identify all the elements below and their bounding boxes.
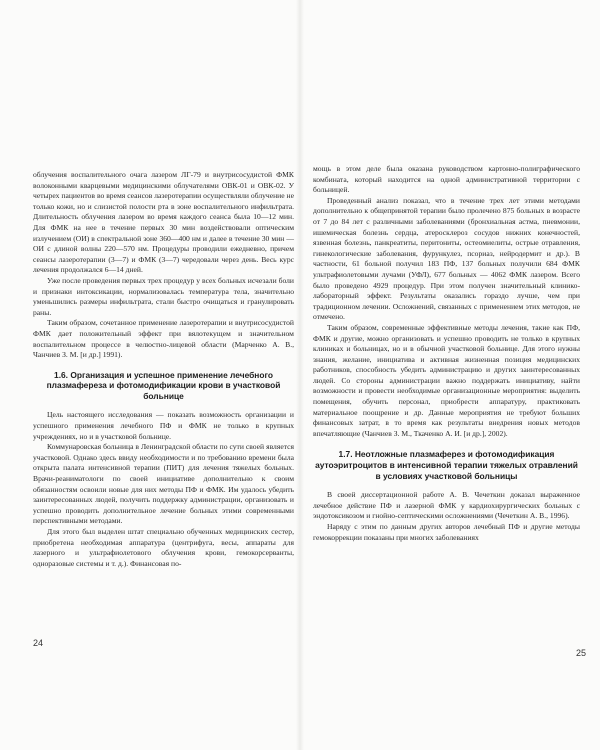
left-paragraph-6: Для этого был выделен штат специально обученных медицинских сестер, приобретена необходимая аппаратура (центрифуга, весы, аппараты для лазерного и ультрафиолетового облучения крови, гемокорсерванты, одноразовые системы и т. д.). Финансовая по- xyxy=(33,527,294,568)
section-heading-1-6: 1.6. Организация и успешное применение лечебного плазмафереза и фотомодификации крови в участковой больнице xyxy=(46,369,281,401)
section-heading-1-7: 1.7. Неотложные плазмаферез и фотомодификация аутоэритроцитов в интенсивной терапии тяжелых отравлений в условиях участковой больницы xyxy=(315,449,578,481)
right-paragraph-2: Проведенный анализ показал, что в течение трех лет этими методами дополнительно к общепринятой терапии было пролечено 875 больных в возрасте от 7 до 84 лет с различными заболеваниями (бронхиальная астма, пневмонии, ишемическая болезнь сердца, атеросклероз сосудов нижних конечностей, язвенная болезнь, панкреатиты, перитониты, остеомиелиты, острые отравления, гинекологические заболевания, фурункулез, псориаз, нейродермит и др.). В частности, 61 больной получил 183 ПФ, 137 больных получили 684 ФМК ультрафиолетовыми лучами (УФЛ), 677 больных — 4062 ФМК лазером. Всего было проведено 4929 процедур. При этом получен значительный клинико-лабораторный эффект. Результаты оказались гораздо лучше, чем при традиционном лечении. Осложнений, связанных с применением этих методов, не отмечено. xyxy=(313,195,580,322)
page-number-right: 25 xyxy=(576,648,587,658)
left-paragraph-2: Уже после проведения первых трех процедур у всех больных исчезали боли и признаки интоксикации, нормализовалась температура тела, значительно уменьшились размеры инфильтрата, стали быстро очищаться и гранулировать раны. xyxy=(33,275,294,317)
right-paragraph-5: Наряду с этим по данным других авторов лечебный ПФ и другие методы гемокоррекции показаны при многих заболеваниях xyxy=(313,522,580,542)
right-paragraph-1: мощь в этом деле была оказана руководством картонно-полиграфического комбината, который находится на одной административной территории с больницей. xyxy=(313,164,580,195)
page-number-left: 24 xyxy=(33,638,44,648)
left-paragraph-3: Таким образом, сочетанное применение лазеротерапии и внутрисосудистой ФМК дает положительный эффект при вялотекущем и значительном воспалительном процессе в челюстно-лицевой области (Марченко А. В., Чанчиев З. М. [и др.] 1991). xyxy=(33,318,294,360)
right-page xyxy=(300,0,600,750)
left-paragraph-5: Коммунаровская больница в Ленинградской области по сути своей является участковой. Однако здесь ввиду необходимости и по требованию времени была открыта палата интенсивной терапии (ПИТ) для лечения тяжелых больных. Врачи-реаниматологи по своей инициативе дополнительно к своим обязанностям освоили новые для них методы ПФ и ФМК. Им удалось убедить заинтересованных людей, получить поддержку администрации, организовать и успешно проводить дополнительное лечение больных этими современными перспективными методами. xyxy=(33,442,294,526)
right-paragraph-4: В своей диссертационной работе А. В. Чечеткин доказал выраженное лечебное действие ПФ и лазерной ФМК у кардиохирургических больных с эндотоксикозом и гнойно-септическими осложнениями (Чечеткин А. В., 1996). xyxy=(313,490,580,521)
left-paragraph-4: Цель настоящего исследования — показать возможность организации и успешного применения лечебного ПФ и ФМК не только в крупных учреждениях, но и в участковой больнице. xyxy=(33,410,294,441)
left-paragraph-1: облучения воспалительного очага лазером ЛГ-79 и внутрисосудистой ФМК волоконными кварцевыми медицинскими облучателями ОВК-01 и ОВК-02. У четырех пациентов во время сеансов лазеротерапии осуществляли облучение не только кожи, но и слизистой полости рта в зоне воспалительного инфильтрата. Длительность облучения лазером во время каждого сеанса была 10—12 мин. Для ФМК на нее в течение первых 30 мин воздействовали оптическим излучением (ОИ) в спектральной зоне 360—400 нм и далее в течение 30 мин — ОИ с длиной волны 220—570 нм. Процедуры проводили ежедневно, причем сеансы лазеротерапии (3—7) и ФМК (3—7) чередовали через день. Весь курс лечения продолжался 6—14 дней. xyxy=(33,170,294,275)
right-paragraph-3: Таким образом, современные эффективные методы лечения, такие как ПФ, ФМК и другие, можно организовать и успешно проводить не только в крупных клиниках и больницах, но и в обычной участковой больнице. Для этого нужны знания, желание, инициатива и активная жизненная позиция медицинских работников, способность убедить администрацию и других заинтересованных людей. Со стороны администрации важно поддержать инициативу, найти возможности и провести необходимые организационные мероприятия: выделить помещения, обучить персонал, приобрести аппаратуру, практиковать материальное поощрение и др. Данные мероприятия не требуют больших финансовых затрат, в то время как результаты внедрения новых методов впечатляющие (Чанчиев З. М., Ткаченко А. И. [и др.], 2002). xyxy=(313,322,580,438)
